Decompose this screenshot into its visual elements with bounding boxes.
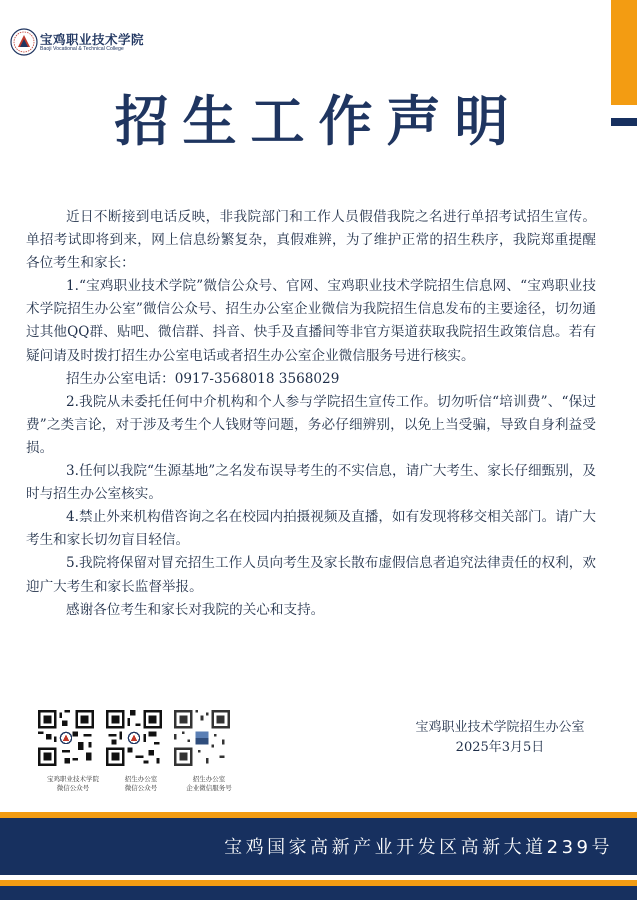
phone-text: 招生办公室电话：0917-3568018 3568029 bbox=[66, 370, 340, 387]
qr-caption-line2: 企业微信服务号 bbox=[186, 784, 232, 792]
qr-caption bbox=[38, 776, 108, 793]
thanks-text: 感谢各位考生和家长对我院的关心和支持。 bbox=[66, 601, 325, 618]
qr-caption-line1: 招生办公室 bbox=[124, 776, 158, 783]
footer-navy-strip bbox=[0, 886, 637, 900]
footer-address: 宝鸡国家高新产业开发区高新大道239号 bbox=[224, 837, 613, 858]
intro-paragraph-main bbox=[26, 206, 596, 275]
qr-code-icon bbox=[174, 710, 230, 766]
signature-date: 2025年3月5日 bbox=[455, 740, 545, 755]
qr-admissions-wecom[interactable] bbox=[174, 710, 244, 793]
item-4 bbox=[26, 506, 596, 552]
item-2 bbox=[26, 391, 596, 460]
qr-code-icon bbox=[106, 710, 162, 766]
qr-caption-line2: 微信公众号 bbox=[56, 784, 90, 792]
logo-name-en: Baoji Vocational & Technical College bbox=[40, 46, 124, 52]
qr-admissions-wechat[interactable] bbox=[106, 710, 176, 793]
footer-bar bbox=[0, 818, 637, 875]
item-3-text: 3.任何以我院“生源基地”之名发布误导考生的不实信息，请广大考生、家长仔细甄别，及时与招生办公室核实。 bbox=[26, 463, 596, 503]
signature-block bbox=[400, 718, 600, 758]
item-5-text: 5.我院将保留对冒充招生工作人员向考生及家长散布虚假信息者追究法律责任的权利，欢迎广大考生和家长监督举报。 bbox=[26, 555, 596, 595]
signature-org: 宝鸡职业技术学院招生办公室 bbox=[415, 720, 585, 735]
college-logo bbox=[10, 28, 150, 58]
logo-name-cn: 宝鸡职业技术学院 bbox=[40, 32, 145, 47]
item-4-text: 4.禁止外来机构借咨询之名在校园内拍摄视频及直播，如有发现将移交相关部门。请广大考生和家长切勿盲目轻信。 bbox=[26, 509, 596, 549]
item-5 bbox=[26, 552, 596, 598]
phone-line bbox=[26, 368, 596, 391]
thanks-line bbox=[26, 599, 596, 622]
college-emblem-icon bbox=[10, 28, 38, 56]
qr-caption bbox=[174, 776, 244, 793]
qr-code-icon bbox=[38, 710, 94, 766]
page-title: 招生工作声明 bbox=[114, 89, 523, 153]
item-1 bbox=[26, 275, 596, 367]
qr-caption-line1: 招生办公室 bbox=[192, 776, 226, 783]
statement-body-main bbox=[26, 206, 596, 622]
qr-caption-line2: 微信公众号 bbox=[124, 784, 158, 792]
item-2-text: 2.我院从未委托任何中介机构和个人参与学院招生宣传工作。切勿听信“培训费”、“保过费”之类言论，对于涉及考生个人钱财等问题，务必仔细辨别，以免上当受骗，导致自身利益受损。 bbox=[26, 393, 596, 456]
qr-caption bbox=[106, 776, 176, 793]
qr-caption-line1: 宝鸡职业技术学院 bbox=[47, 776, 99, 783]
item-3 bbox=[26, 460, 596, 506]
qr-college-wechat[interactable] bbox=[38, 710, 108, 793]
intro-text-main: 近日不断接到电话反映，非我院部门和工作人员假借我院之名进行单招考试招生宣传。单招考试即将到来，网上信息纷繁复杂，真假难辨，为了维护正常的招生秩序，我院郑重提醒各位考生和家长： bbox=[26, 209, 596, 272]
item-1-text: 1.“宝鸡职业技术学院”微信公众号、官网、宝鸡职业技术学院招生信息网、“宝鸡职业技术学院招生办公室”微信公众号、招生办公室企业微信为我院招生信息发布的主要途径，切勿通过其他QQ群、贴吧、微信群、抖音、快手及直播间等非官方渠道获取我院招生政策信息。若有疑问请及时拨打招生办公室电话或者招生办公室企业微信服务号进行核实。 bbox=[26, 278, 596, 364]
